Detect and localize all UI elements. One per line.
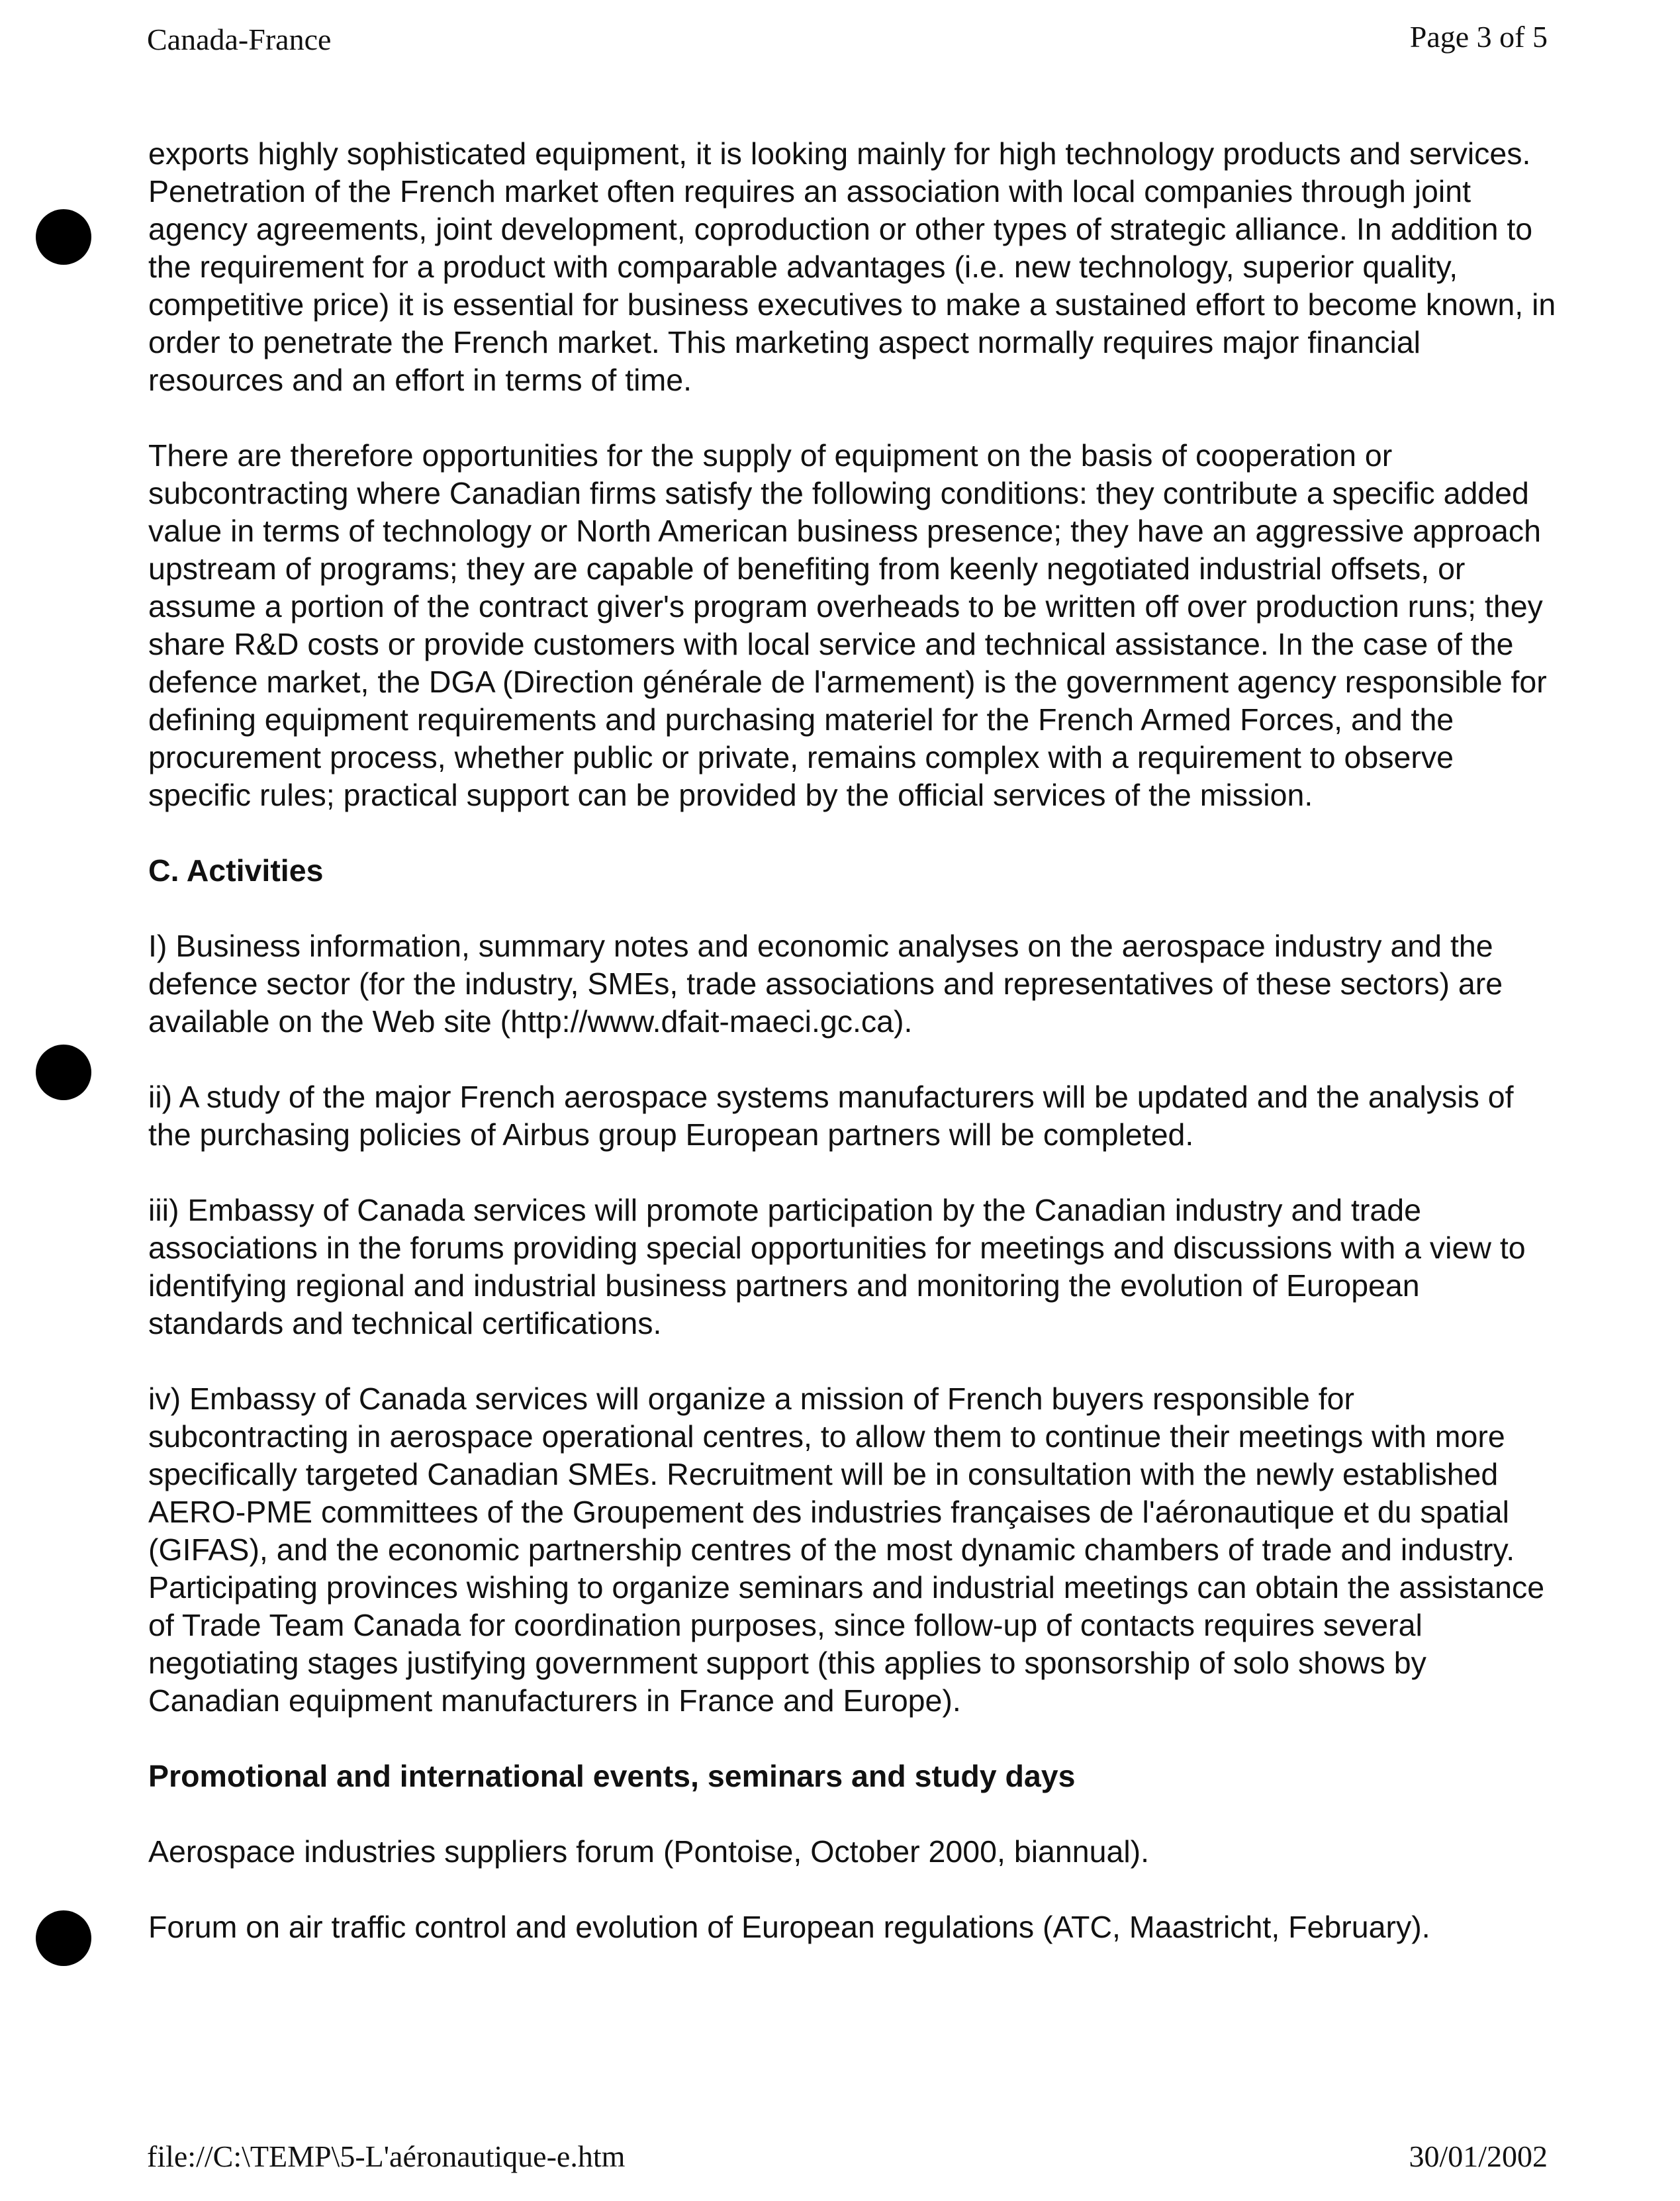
activity-item-4: iv) Embassy of Canada services will organize a mission of French buyers responsible for subcontracting in aerospace operational centres, to allow them to continue their meetings with more specifically targeted Canadian SMEs. Recruitment will be in consultation with the newly established AERO-PME committees of the Groupement des industries françaises de l'aéronautique et du spatial (GIFAS), and the economic partnership centres of the most dynamic chambers of trade and industry. Participating provinces wishing to organize seminars and industrial meetings can obtain the assistance of Trade Team Canada for coordination purposes, since follow-up of contacts requires several negotiating stages justifying government support (this applies to sponsorship of solo shows by Canadian equipment manufacturers in France and Europe). bbox=[148, 1381, 1545, 1718]
punch-hole-bottom bbox=[36, 1910, 91, 1966]
section-heading-events: Promotional and international events, seminars and study days bbox=[148, 1759, 1076, 1793]
event-item-1: Aerospace industries suppliers forum (Pontoise, October 2000, biannual). bbox=[148, 1834, 1150, 1869]
activity-item-1: I) Business information, summary notes and economic analyses on the aerospace industry and the defence sector (for the industry, SMEs, trade associations and representatives of these sectors) are available on the Web site (http://www.dfait-maeci.gc.ca). bbox=[148, 929, 1503, 1039]
paragraph-market: exports highly sophisticated equipment, it is looking mainly for high technology products and services. Penetration of the French market often requires an association with local companies through joint agency agreements, joint development, coproduction or other types of strategic alliance. In addition to the requirement for a product with comparable advantages (i.e. new technology, superior quality, competitive price) it is essential for business executives to make a sustained effort to become known, in order to penetrate the French market. This marketing aspect normally requires major financial resources and an effort in terms of time. bbox=[148, 136, 1556, 397]
document-body bbox=[148, 135, 1558, 1946]
footer-date: 30/01/2002 bbox=[1409, 2139, 1548, 2173]
punch-hole-top bbox=[36, 209, 91, 265]
paragraph-opportunities: There are therefore opportunities for the supply of equipment on the basis of cooperation or subcontracting where Canadian firms satisfy the following conditions: they contribute a specific added value in terms of technology or North American business presence; they have an aggressive approach upstream of programs; they are capable of benefiting from keenly negotiated industrial offsets, or assume a portion of the contract giver's program overheads to be written off over production runs; they share R&D costs or provide customers with local service and technical assistance. In the case of the defence market, the DGA (Direction générale de l'armement) is the government agency responsible for defining equipment requirements and purchasing materiel for the French Armed Forces, and the procurement process, whether public or private, remains complex with a requirement to observe specific rules; practical support can be provided by the official services of the mission. bbox=[148, 438, 1547, 812]
page-number: Page 3 of 5 bbox=[1409, 20, 1548, 54]
footer-file-path: file://C:\TEMP\5-L'aéronautique-e.htm bbox=[147, 2139, 626, 2173]
punch-hole-middle bbox=[36, 1045, 91, 1100]
event-item-2: Forum on air traffic control and evolution of European regulations (ATC, Maastricht, February). bbox=[148, 1910, 1430, 1944]
activity-item-2: ii) A study of the major French aerospace systems manufacturers will be updated and the analysis of the purchasing policies of Airbus group European partners will be completed. bbox=[148, 1080, 1514, 1152]
header-title: Canada-France bbox=[147, 23, 332, 56]
section-heading-activities: C. Activities bbox=[148, 853, 324, 888]
activity-item-3: iii) Embassy of Canada services will promote participation by the Canadian industry and trade associations in the forums providing special opportunities for meetings and discussions with a view to identifying regional and industrial business partners and monitoring the evolution of European standards and technical certifications. bbox=[148, 1193, 1526, 1340]
